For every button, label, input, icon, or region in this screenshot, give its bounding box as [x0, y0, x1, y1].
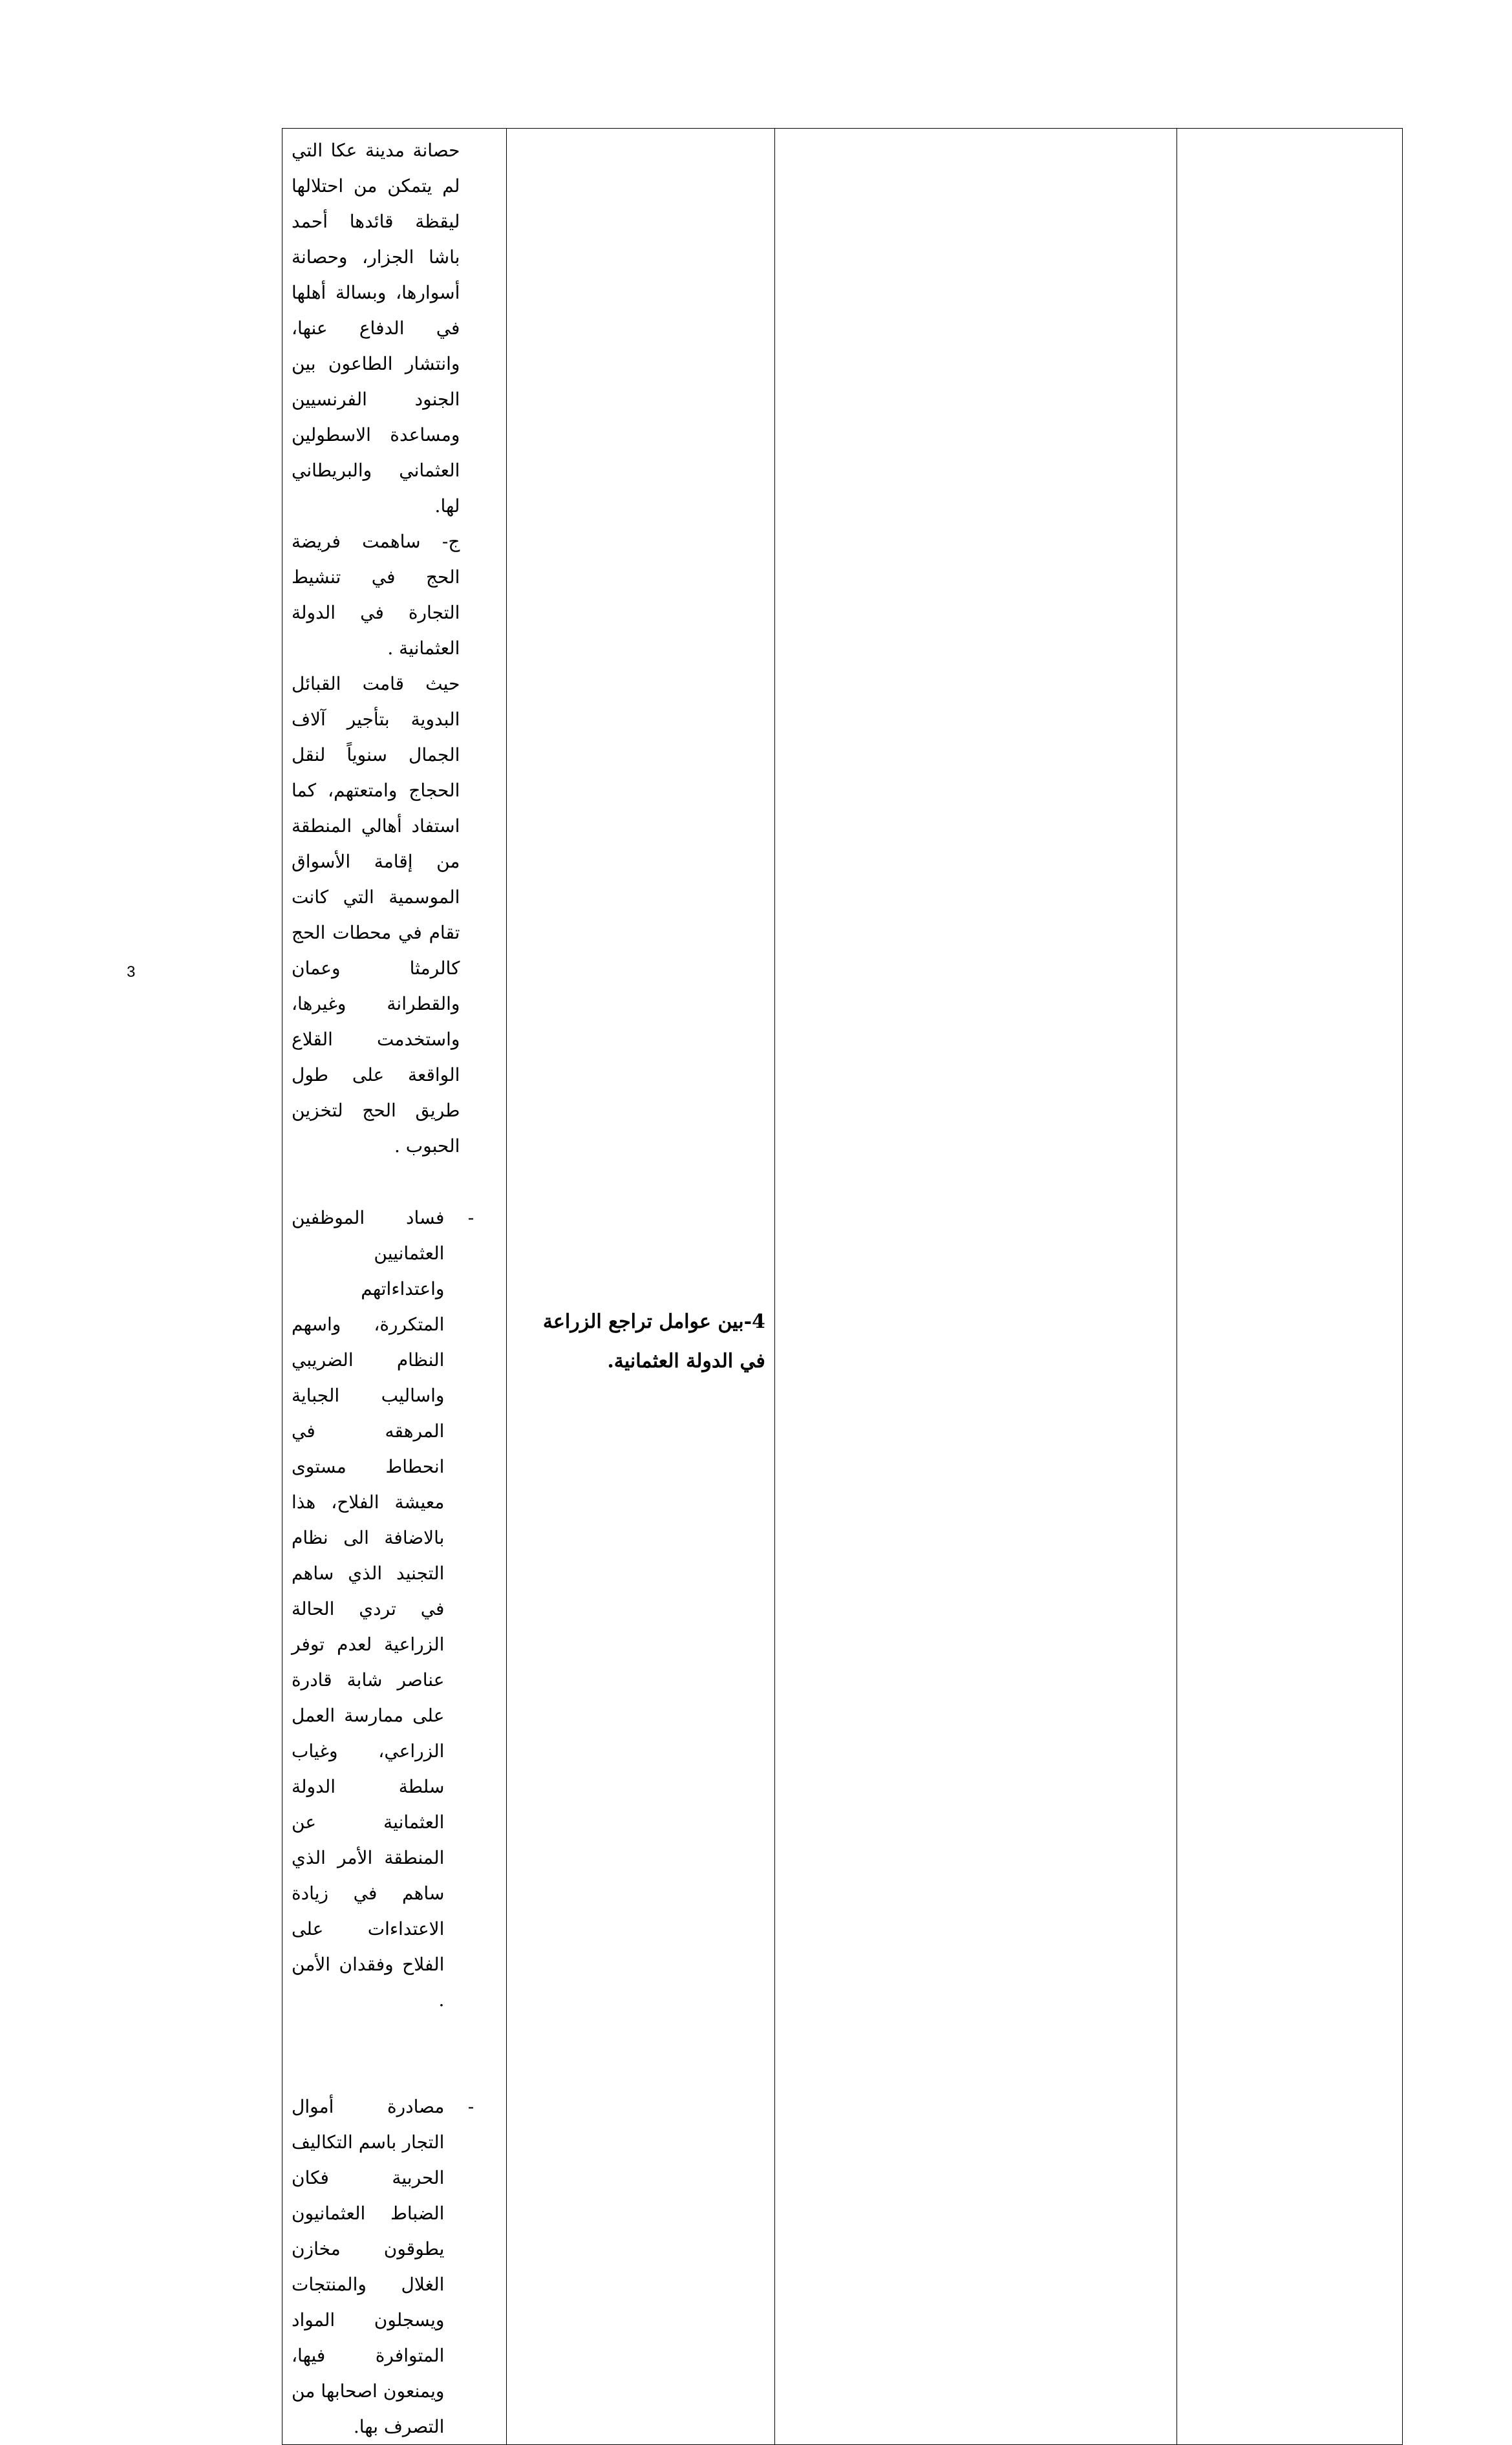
paragraph: حصانة مدينة عكا التي لم يتمكن من احتلالها ليقظة قائدها أحمد باشا الجزار، وحصانة أسوارها، وبسالة أهلها في الدفاع عنها، وانتشار الطاعون بين الجنود الفرنسيين ومساعدة الاسطولين العثماني والبريطاني لها.	[292, 140, 460, 517]
spacer	[292, 2018, 460, 2053]
topic-cell	[507, 129, 774, 2445]
content-cell	[282, 129, 507, 2445]
list-item	[292, 2089, 483, 2444]
bullet-text: فساد الموظفين العثمانيين واعتداءاتهم المتكررة، واسهم النظام الضريبي واساليب الجباية المرهقه في انحطاط مستوى معيشة الفلاح، هذا بالاضافة الى نظام التجنيد الذي ساهم في تردي الحالة الزراعية لعدم توفر عناصر شابة قادرة على ممارسة العمل الزراعي، وغياب سلطة الدولة العثمانية عن المنطقة الأمر الذي ساهم في زيادة الاعتداءات على الفلاح وفقدان الأمن .	[292, 1207, 445, 2011]
empty-cell-middle	[774, 129, 1177, 2445]
page-number: 3	[127, 963, 136, 981]
spacer	[292, 2053, 460, 2089]
bullet-dash: -	[467, 2096, 474, 2117]
empty-cell-right	[1177, 129, 1402, 2445]
list-item	[292, 1200, 483, 2018]
table-row	[282, 129, 1403, 2445]
bullet-dash: -	[467, 1207, 474, 1228]
spacer	[292, 1164, 460, 1200]
paragraph: ج- ساهمت فريضة الحج في تنشيط التجارة في الدولة العثمانية .	[292, 531, 460, 659]
topic-text: 4-بين عوامل تراجع الزراعة في الدولة العثمانية.	[542, 1310, 765, 1372]
bullet-text: مصادرة أموال التجار باسم التكاليف الحربية فكان الضباط العثمانيون يطوقون مخازن الغلال والمنتجات ويسجلون المواد المتوافرة فيها، ويمنعون اصحابها من التصرف بها.	[292, 2096, 445, 2437]
paragraph: حيث قامت القبائل البدوية بتأجير آلاف الجمال سنوياً لنقل الحجاج وامتعتهم، كما استفاد أهالي المنطقة من إقامة الأسواق الموسمية التي كانت تقام في محطات الحج كالرمثا وعمان والقطرانة وغيرها، واستخدمت القلاع الواقعة على طول طريق الحج لتخزين الحبوب .	[292, 673, 460, 1157]
content-body	[282, 129, 506, 2444]
content-table	[282, 128, 1403, 2445]
